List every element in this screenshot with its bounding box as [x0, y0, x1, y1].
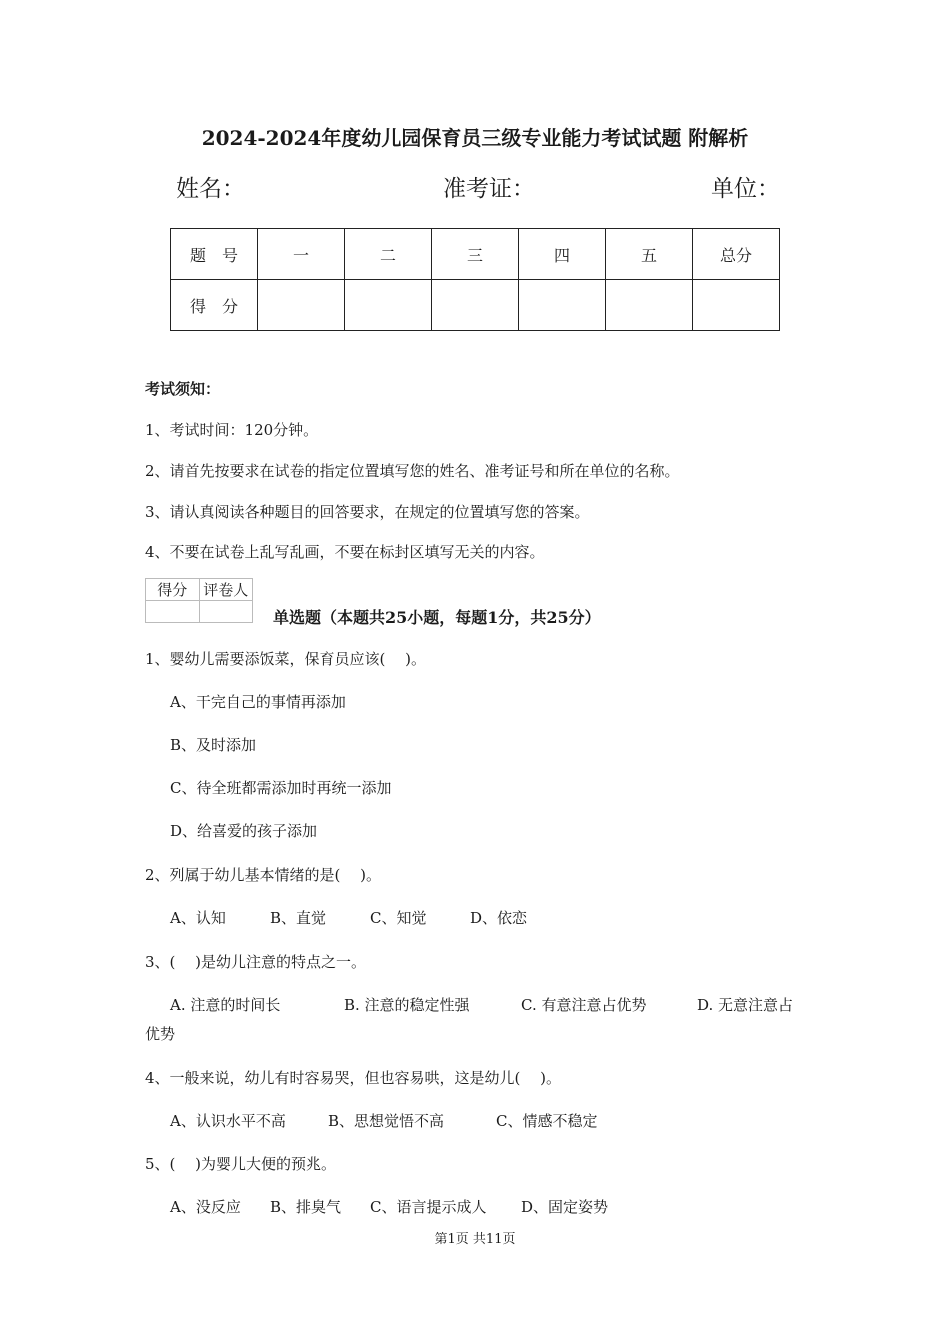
notice-item: 3、请认真阅读各种题目的回答要求，在规定的位置填写您的答案。: [145, 503, 590, 521]
option-b: B、直觉: [270, 909, 327, 927]
question-stem: 3、( )是幼儿注意的特点之一。: [145, 953, 367, 971]
name-field-label: 姓名：: [176, 176, 245, 202]
page-title: 2024-2024年度幼儿园保育员三级专业能力考试试题 附解析: [201, 126, 749, 150]
option-a: A、认识水平不高: [170, 1112, 286, 1130]
option-a: A、认知: [170, 909, 226, 927]
notice-heading: 考试须知：: [145, 380, 221, 398]
option-c: C、知觉: [370, 909, 427, 927]
option-b: B. 注意的稳定性强: [344, 996, 470, 1014]
notice-item: 1、考试时间：120分钟。: [145, 421, 319, 439]
score-table-header-cell: 五: [606, 229, 693, 280]
question-stem: 5、( )为婴儿大便的预兆。: [145, 1155, 337, 1173]
option-b: B、思想觉悟不高: [328, 1112, 445, 1130]
option-d: D、给喜爱的孩子添加: [170, 822, 318, 840]
option-a: A、没反应: [170, 1198, 241, 1216]
question-stem: 4、一般来说，幼儿有时容易哭，但也容易哄，这是幼儿( )。: [145, 1069, 562, 1087]
score-table-header-cell: 三: [432, 229, 519, 280]
grader-score-label: 得分: [146, 579, 200, 601]
option-d: D. 无意注意占: [697, 996, 794, 1014]
option-d: D、固定姿势: [521, 1198, 609, 1216]
score-table: [170, 228, 780, 331]
question-stem: 2、列属于幼儿基本情绪的是( )。: [145, 866, 382, 884]
grader-reviewer-label: 评卷人: [199, 579, 253, 601]
option-b: B、排臭气: [270, 1198, 342, 1216]
score-table-header-cell: 总分: [693, 229, 780, 280]
score-cell[interactable]: [258, 280, 345, 331]
question-stem: 1、婴幼儿需要添饭菜，保育员应该( )。: [145, 650, 427, 668]
score-table-header-row: [171, 229, 780, 280]
score-table-header-cell: 四: [519, 229, 606, 280]
option-c: C、语言提示成人: [370, 1198, 487, 1216]
notice-item: 2、请首先按要求在试卷的指定位置填写您的姓名、准考证号和所在单位的名称。: [145, 462, 680, 480]
option-d-continuation: 优势: [145, 1025, 176, 1043]
option-c: C、情感不稳定: [496, 1112, 598, 1130]
option-c: C. 有意注意占优势: [521, 996, 647, 1014]
option-a: A、干完自己的事情再添加: [170, 693, 346, 711]
unit-field-label: 单位：: [711, 176, 780, 202]
option-b: B、及时添加: [170, 736, 257, 754]
grader-reviewer-cell[interactable]: [199, 601, 253, 623]
section-title: 单选题（本题共25小题，每题1分，共25分）: [273, 608, 601, 627]
grader-box: [145, 578, 253, 623]
score-table-score-row: [171, 280, 780, 331]
score-cell[interactable]: [606, 280, 693, 331]
score-cell[interactable]: [519, 280, 606, 331]
option-c: C、待全班都需添加时再统一添加: [170, 779, 392, 797]
score-cell[interactable]: [432, 280, 519, 331]
grader-score-cell[interactable]: [146, 601, 200, 623]
page-footer: 第1页 共11页: [434, 1232, 516, 1247]
score-cell[interactable]: [345, 280, 432, 331]
exam-id-field-label: 准考证：: [443, 176, 535, 202]
option-a: A. 注意的时间长: [170, 996, 281, 1014]
score-table-header-cell: 一: [258, 229, 345, 280]
score-table-header-cell: 题 号: [171, 229, 258, 280]
option-d: D、依恋: [470, 909, 528, 927]
notice-item: 4、不要在试卷上乱写乱画，不要在标封区填写无关的内容。: [145, 543, 545, 561]
score-cell[interactable]: [693, 280, 780, 331]
score-row-label: 得 分: [171, 280, 258, 331]
score-table-header-cell: 二: [345, 229, 432, 280]
